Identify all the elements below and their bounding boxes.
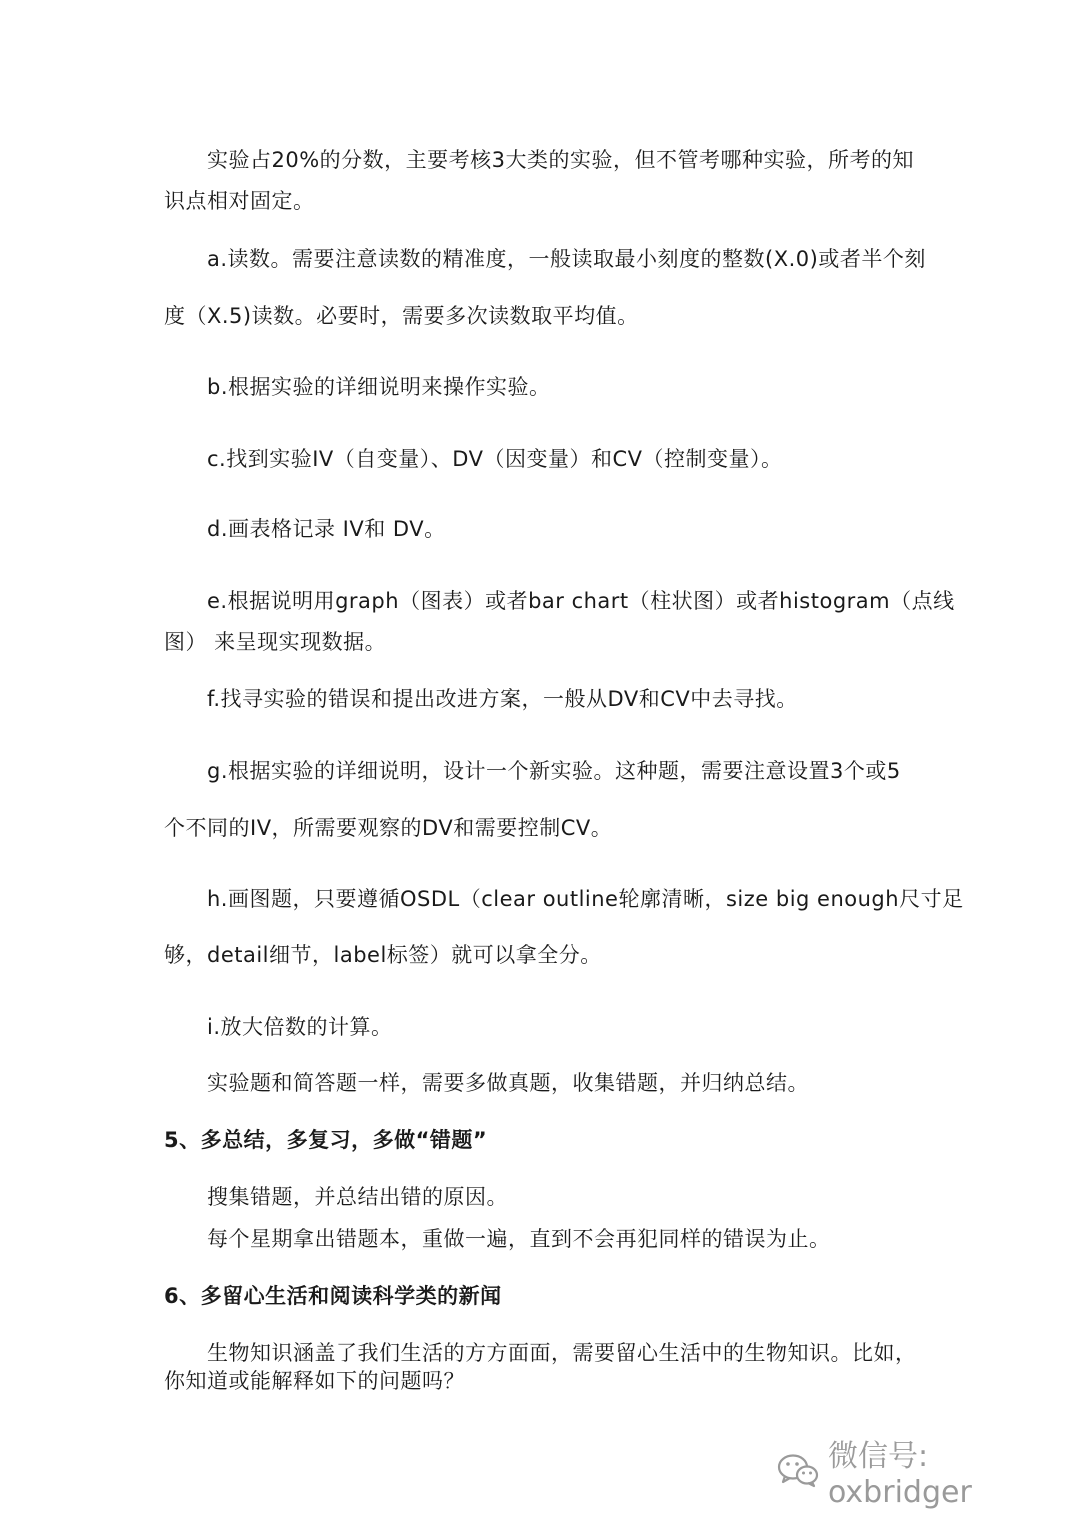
paragraph-line: e.根据说明用graph（图表）或者bar chart（柱状图）或者histogram（点线 [207,589,955,613]
paragraph-line: g.根据实验的详细说明，设计一个新实验。这种题，需要注意设置3个或5 [207,759,901,783]
paragraph-line: f.找寻实验的错误和提出改进方案，一般从DV和CV中去寻找。 [207,687,798,711]
paragraph-line: d.画表格记录 IV和 DV。 [207,517,446,541]
paragraph-line: a.读数。需要注意读数的精准度，一般读取最小刻度的整数(X.0)或者半个刻 [207,247,926,271]
paragraph-line: 图） 来呈现实现数据。 [164,630,387,654]
paragraph-line: 生物知识涵盖了我们生活的方方面面，需要留心生活中的生物知识。比如， [207,1341,917,1365]
paragraph-line: 实验占20%的分数，主要考核3大类的实验，但不管考哪种实验，所考的知 [207,148,915,172]
paragraph-line: 够，detail细节，label标签）就可以拿全分。 [164,943,602,967]
paragraph-line: h.画图题，只要遵循OSDL（clear outline轮廓清晰，size big enough尺寸足 [207,887,964,911]
paragraph-line: 每个星期拿出错题本，重做一遍，直到不会再犯同样的错误为止。 [207,1227,831,1251]
paragraph-line: c.找到实验IV（自变量）、DV（因变量）和CV（控制变量）。 [207,447,783,471]
paragraph-line: 你知道或能解释如下的问题吗？ [164,1369,465,1393]
watermark-text: 微信号: oxbridger [828,1438,972,1510]
section-heading-5: 5、多总结，多复习，多做“错题” [164,1128,488,1152]
paragraph-line: 实验题和简答题一样，需要多做真题，收集错题，并归纳总结。 [207,1071,809,1095]
paragraph-line: 识点相对固定。 [164,189,315,213]
section-heading-6: 6、多留心生活和阅读科学类的新闻 [164,1284,502,1308]
watermark [776,1438,1080,1510]
paragraph-line: b.根据实验的详细说明来操作实验。 [207,375,551,399]
paragraph-line: 度（X.5)读数。必要时，需要多次读数取平均值。 [164,304,639,328]
paragraph-line: 搜集错题，并总结出错的原因。 [207,1185,508,1209]
paragraph-line: 个不同的IV，所需要观察的DV和需要控制CV。 [164,816,613,840]
wechat-icon [776,1451,820,1489]
paragraph-line: i.放大倍数的计算。 [207,1015,393,1039]
